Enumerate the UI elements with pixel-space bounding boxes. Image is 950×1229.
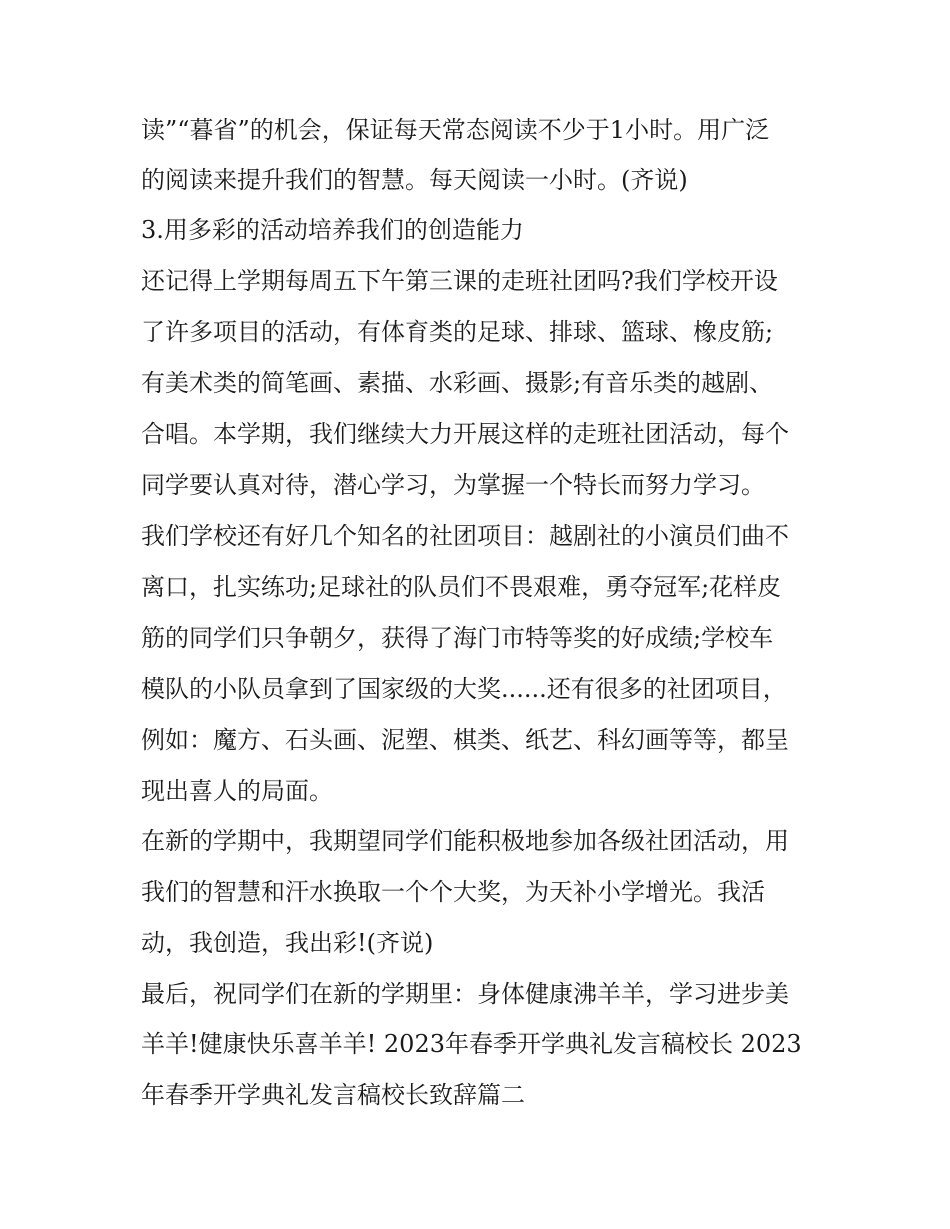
text-line: 例如：魔方、石头画、泥塑、棋类、纸艺、科幻画等等，都呈 [141, 726, 789, 754]
text-line: 动，我创造，我出彩!(齐说) [141, 929, 434, 957]
text-line: 筋的同学们只争朝夕，获得了海门市特等奖的好成绩;学校车 [141, 624, 774, 652]
text-line: 羊羊!健康快乐喜羊羊! 2023年春季开学典礼发言稿校长 2023 [141, 1030, 802, 1058]
text-line: 还记得上学期每周五下午第三课的走班社团吗?我们学校开设 [141, 267, 778, 295]
text-line: 现出喜人的局面。 [141, 777, 333, 805]
text-line: 模队的小队员拿到了国家级的大奖......还有很多的社团项目， [141, 675, 787, 703]
text-line: 离口，扎实练功;足球社的队员们不畏艰难，勇夺冠军;花样皮 [141, 573, 782, 601]
text-line: 我们学校还有好几个知名的社团项目：越剧社的小演员们曲不 [141, 522, 789, 550]
text-line: 在新的学期中，我期望同学们能积极地参加各级社团活动，用 [141, 827, 789, 855]
text-line: 有美术类的简笔画、素描、水彩画、摄影;有音乐类的越剧、 [141, 369, 774, 397]
section-heading: 3.用多彩的活动培养我们的创造能力 [141, 216, 524, 244]
text-line: 最后，祝同学们在新的学期里：身体健康沸羊羊，学习进步美 [141, 980, 789, 1008]
text-line: 读”“暮省”的机会，保证每天常态阅读不少于1小时。用广泛 [141, 116, 770, 144]
text-line: 同学要认真对待，潜心学习，为掌握一个特长而努力学习。 [141, 471, 765, 499]
text-line: 合唱。本学期，我们继续大力开展这样的走班社团活动，每个 [141, 420, 789, 448]
text-line: 了许多项目的活动，有体育类的足球、排球、篮球、橡皮筋; [141, 318, 774, 346]
text-line: 的阅读来提升我们的智慧。每天阅读一小时。(齐说) [141, 166, 688, 194]
text-line: 年春季开学典礼发言稿校长致辞篇二 [141, 1081, 525, 1109]
text-line: 我们的智慧和汗水换取一个个大奖，为天补小学增光。我活 [141, 878, 765, 906]
